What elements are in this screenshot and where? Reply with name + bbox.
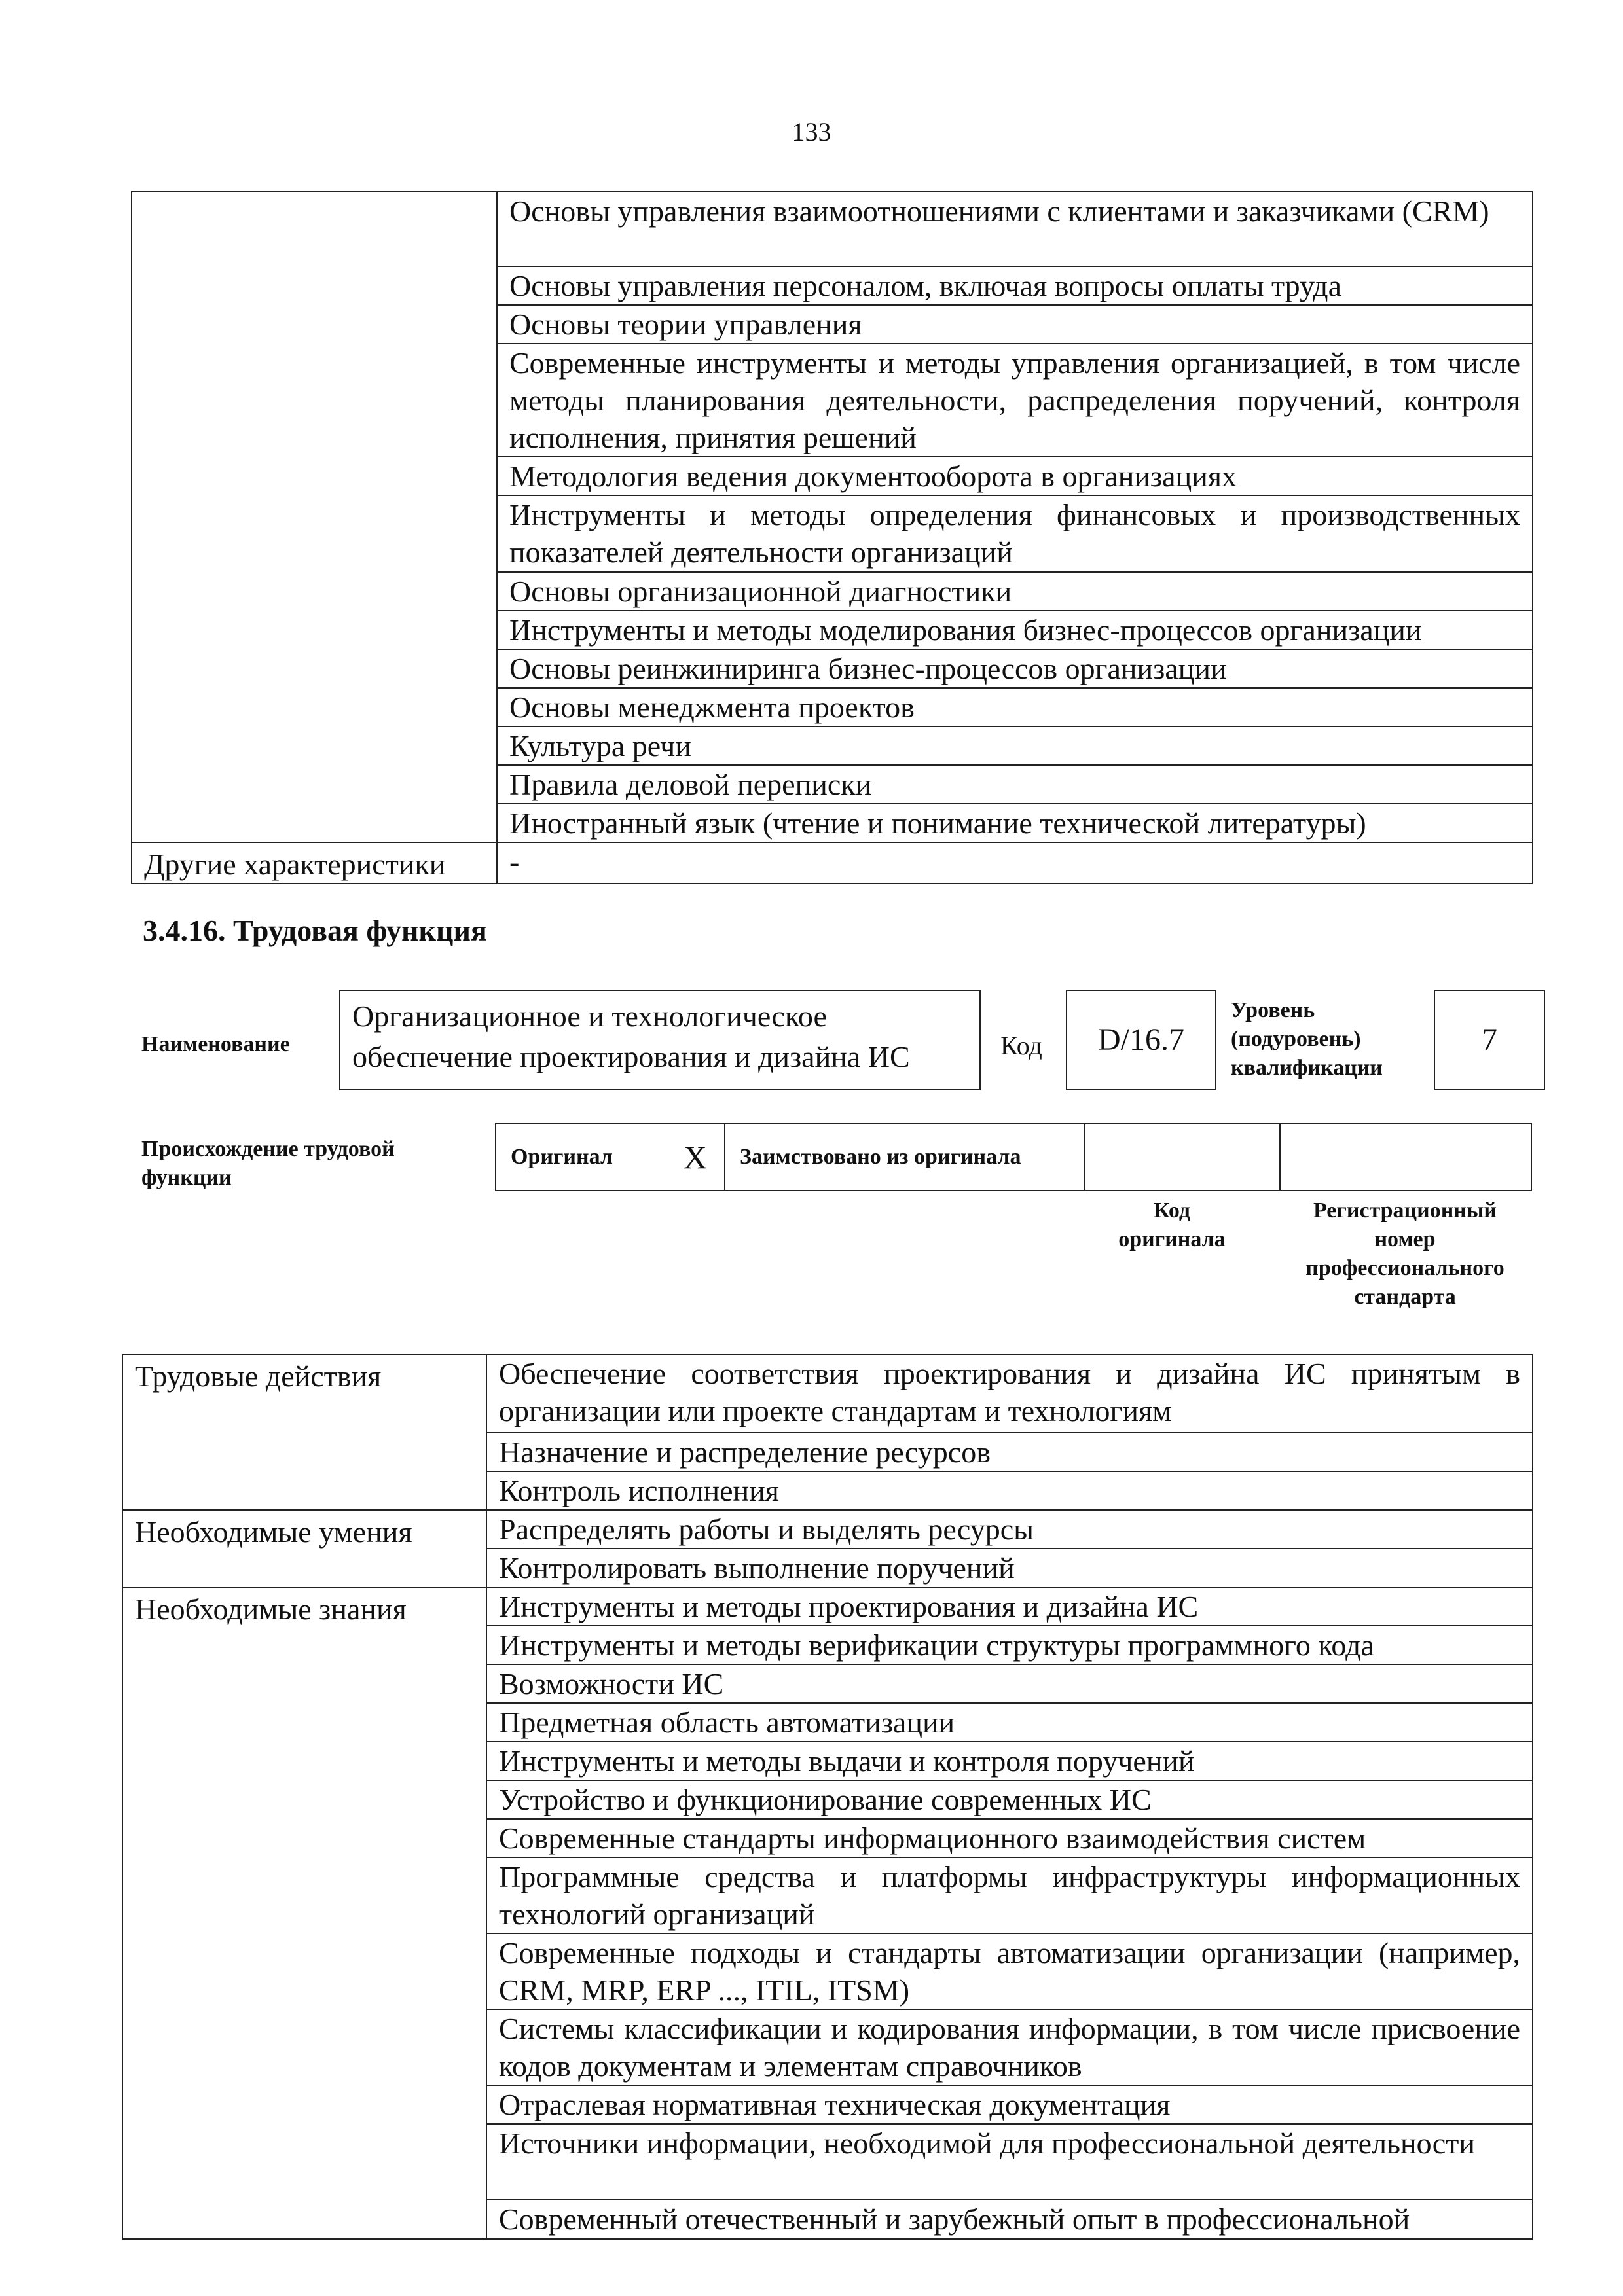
- borrowed-label: Заимствовано из оригинала: [740, 1145, 1021, 1169]
- origin-row: [495, 1123, 1532, 1191]
- labor-action-item: Обеспечение соответствия проектирования и дизайна ИС принятым в организации или проекте стандартам и технологиям: [486, 1354, 1533, 1433]
- level-label: [1231, 996, 1427, 1083]
- knowledge-item: Программные средства и платформы инфраструктуры информационных технологий организаций: [486, 1857, 1533, 1933]
- level-label-line: Уровень: [1231, 998, 1315, 1022]
- origin-label-line: функции: [141, 1166, 232, 1190]
- labor-actions-label: Трудовые действия: [122, 1354, 486, 1510]
- skill-item: Распределять работы и выделять ресурсы: [486, 1510, 1533, 1549]
- level-label-line: квалификации: [1231, 1056, 1383, 1080]
- function-name-box: Организационное и технологическое обеспечение проектирования и дизайна ИС: [339, 990, 981, 1090]
- level-label-line: (подуровень): [1231, 1027, 1361, 1051]
- original-mark: X: [683, 1139, 707, 1175]
- registration-number-caption: [1274, 1196, 1536, 1312]
- skill-item: Контролировать выполнение поручений: [486, 1549, 1533, 1587]
- knowledge-item: Источники информации, необходимой для профессиональной деятельности: [486, 2124, 1533, 2200]
- knowledge-item: Современный отечественный и зарубежный опыт в профессиональной: [486, 2200, 1533, 2239]
- caption-line: Регистрационный: [1313, 1198, 1497, 1223]
- knowledge-item: Основы управления персоналом, включая вопросы оплаты труда: [497, 266, 1533, 305]
- skills-label: Необходимые умения: [122, 1510, 486, 1587]
- knowledge-label: Необходимые знания: [122, 1587, 486, 2239]
- knowledge-item: Инструменты и методы определения финансовых и производственных показателей деятельности организаций: [497, 495, 1533, 572]
- knowledge-item: Правила деловой переписки: [497, 765, 1533, 804]
- original-label: Оригинал: [511, 1145, 613, 1169]
- knowledge-item: Культура речи: [497, 726, 1533, 765]
- knowledge-item: Инструменты и методы выдачи и контроля поручений: [486, 1742, 1533, 1780]
- caption-line: Код: [1153, 1198, 1191, 1223]
- origin-label: [141, 1135, 482, 1193]
- original-cell: [495, 1123, 725, 1191]
- caption-line: номер: [1374, 1227, 1436, 1251]
- knowledge-continued-table: [131, 191, 1533, 884]
- knowledge-item: Устройство и функционирование современных ИС: [486, 1780, 1533, 1819]
- name-label: Наименование: [141, 1032, 290, 1056]
- knowledge-item: Инструменты и методы проектирования и дизайна ИС: [486, 1587, 1533, 1626]
- knowledge-item: Современные инструменты и методы управления организацией, в том числе методы планирования деятельности, распределения поручений, контроля исполнения, принятия решений: [497, 344, 1533, 457]
- borrowed-cell: [724, 1123, 1085, 1191]
- empty-label-cell: [132, 192, 497, 842]
- knowledge-item: Современные подходы и стандарты автоматизации организации (например, CRM, MRP, ERP ..., ITIL, ITSM): [486, 1933, 1533, 2009]
- knowledge-item: Иностранный язык (чтение и понимание технической литературы): [497, 804, 1533, 842]
- knowledge-item: Основы менеджмента проектов: [497, 688, 1533, 726]
- function-details-table: [122, 1354, 1533, 2240]
- origin-label-line: Происхождение трудовой: [141, 1137, 395, 1161]
- labor-action-item: Назначение и распределение ресурсов: [486, 1433, 1533, 1471]
- knowledge-item: Основы реинжиниринга бизнес-процессов организации: [497, 649, 1533, 688]
- knowledge-item: Основы управления взаимоотношениями с клиентами и заказчиками (CRM): [497, 192, 1533, 266]
- code-value-box: D/16.7: [1066, 990, 1216, 1090]
- page-number: 133: [792, 117, 831, 147]
- knowledge-item: Отраслевая нормативная техническая документация: [486, 2085, 1533, 2124]
- code-label: Код: [1000, 1031, 1042, 1060]
- knowledge-item: Инструменты и методы верификации структуры программного кода: [486, 1626, 1533, 1664]
- level-value-box: 7: [1434, 990, 1545, 1090]
- knowledge-item: Возможности ИС: [486, 1664, 1533, 1703]
- caption-line: профессионального: [1305, 1256, 1504, 1280]
- knowledge-item: Предметная область автоматизации: [486, 1703, 1533, 1742]
- knowledge-item: Основы организационной диагностики: [497, 572, 1533, 611]
- knowledge-item: Методология ведения документооборота в организациях: [497, 457, 1533, 495]
- knowledge-item: Современные стандарты информационного взаимодействия систем: [486, 1819, 1533, 1857]
- knowledge-item: Системы классификации и кодирования информации, в том числе присвоение кодов документам и элементам справочников: [486, 2009, 1533, 2085]
- original-code-cell: [1084, 1123, 1281, 1191]
- labor-action-item: Контроль исполнения: [486, 1471, 1533, 1510]
- other-characteristics-label: Другие характеристики: [132, 842, 497, 884]
- knowledge-item: Инструменты и методы моделирования бизнес-процессов организации: [497, 611, 1533, 649]
- registration-number-cell: [1279, 1123, 1532, 1191]
- knowledge-item: Основы теории управления: [497, 305, 1533, 344]
- caption-line: стандарта: [1354, 1285, 1456, 1309]
- section-heading: 3.4.16. Трудовая функция: [143, 914, 487, 947]
- caption-line: оригинала: [1118, 1227, 1226, 1251]
- other-characteristics-value: -: [497, 842, 1533, 884]
- original-code-caption: [1074, 1196, 1270, 1254]
